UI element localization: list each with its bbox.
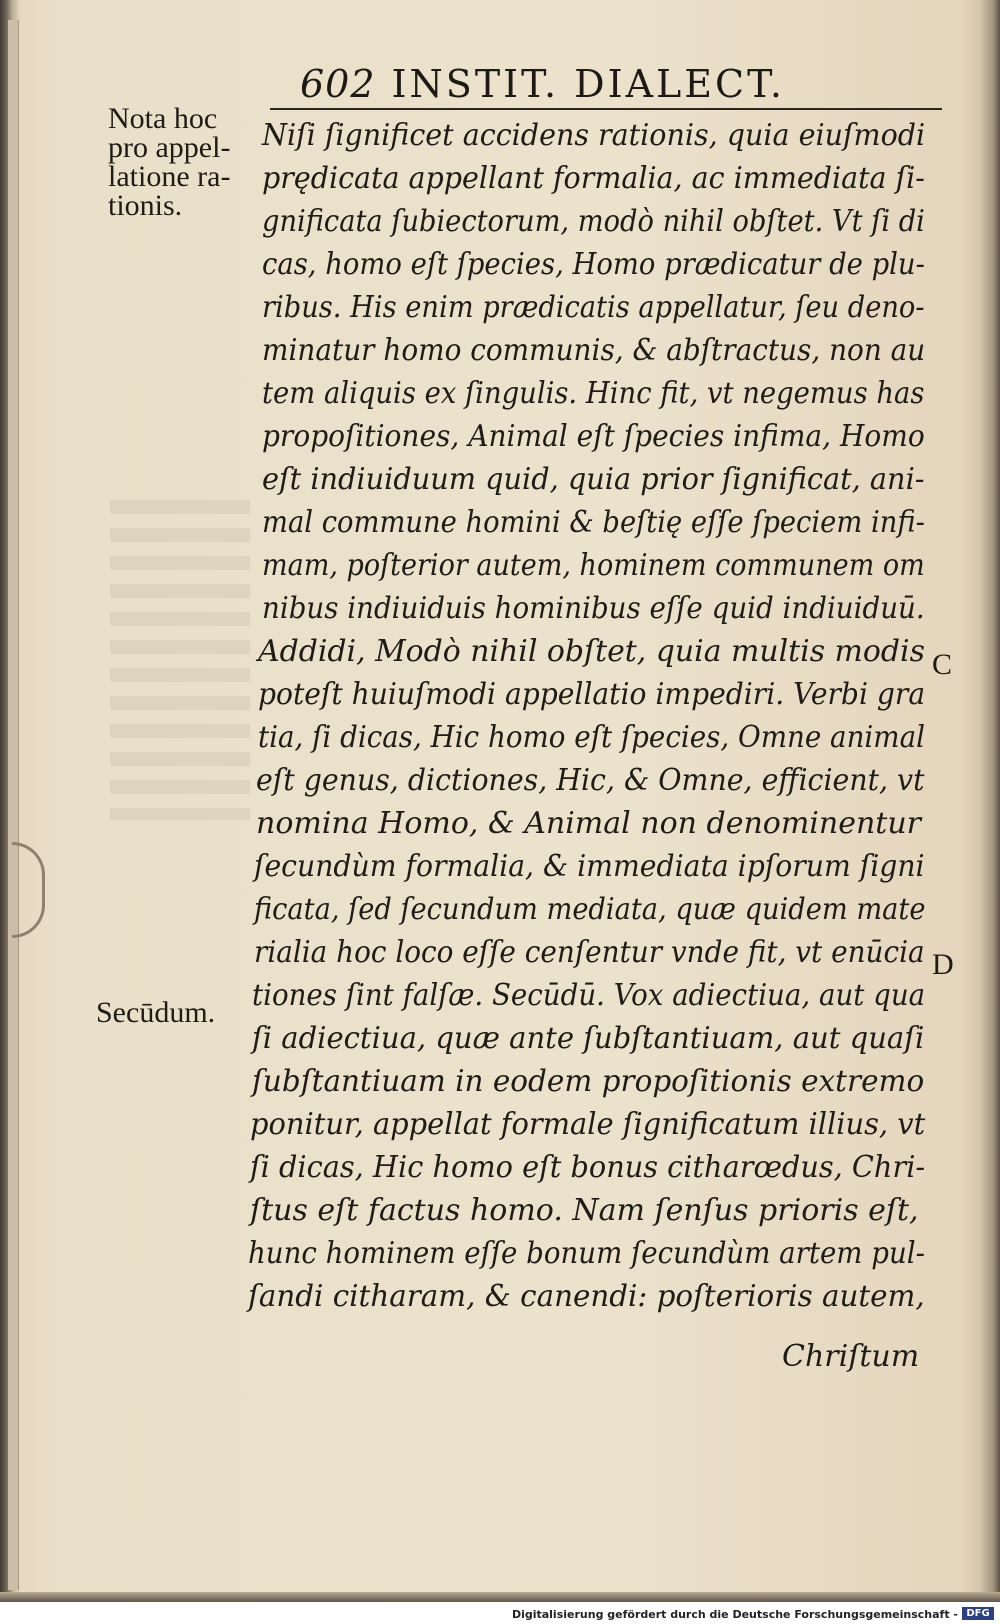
body-line: ſtus eſt factus homo. Nam ſenſus prioris eſt, xyxy=(250,1193,919,1228)
body-line: mam, poſterior autem, hominem communem om xyxy=(262,548,925,583)
body-line: tiones ſint falſæ. Secūdū. Vox adiectiua, aut qua xyxy=(252,978,926,1013)
running-header xyxy=(300,62,860,106)
page-number: 602 xyxy=(300,62,376,106)
funding-credit: Digitalisierung gefördert durch die Deutsche Forschungsgemeinschaft - xyxy=(511,1608,958,1621)
margin-note xyxy=(108,104,258,220)
body-line: minatur homo communis, & abſtractus, non au xyxy=(262,333,926,368)
body-line: prędicata appellant formalia, ac immediata ſi- xyxy=(262,161,925,196)
page-stack-left-edge xyxy=(8,20,19,1590)
page-bottom-edge xyxy=(0,1592,1000,1602)
body-line: cas, homo eſt ſpecies, Homo prædicatur de plu- xyxy=(262,247,925,282)
page-gutter-shadow xyxy=(978,0,1000,1600)
body-line: nibus indiuiduis hominibus eſſe quid indiuiduū. xyxy=(262,591,925,626)
body-line: eſt indiuiduum quid, quia prior ſignificat, ani- xyxy=(262,462,925,497)
body-line: ribus. His enim prædicatis appellatur, ſeu deno- xyxy=(262,290,925,325)
body-line: ſecundùm formalia, & immediata ipſorum ſigni xyxy=(254,849,925,884)
catchword: Chriſtum xyxy=(782,1339,920,1374)
body-line: ſi adiectiua, quæ ante ſubſtantiuam, aut quaſi xyxy=(252,1021,925,1056)
body-line: rialia hoc loco eſſe cenſentur vnde fit, vt enūcia xyxy=(254,935,925,970)
clip-mark xyxy=(12,842,45,938)
section-mark-c: C xyxy=(932,648,953,681)
body-line: tem aliquis ex ſingulis. Hinc fit, vt negemus has xyxy=(262,376,925,411)
running-head-title: INSTIT. DIALECT. xyxy=(391,62,785,106)
margin-note-line: Nota hoc xyxy=(108,102,218,135)
body-line: ponitur, appellat formale ſignificatum illius, vt xyxy=(250,1107,926,1142)
body-line: nomina Homo, & Animal non denominentur xyxy=(256,806,921,841)
section-mark-d: D xyxy=(932,948,954,981)
body-line: eſt genus, dictiones, Hic, & Omne, efficient, vt xyxy=(256,763,925,798)
body-line: Niſi ſignificet accidens rationis, quia eiuſmodi xyxy=(262,118,926,153)
body-line: poteſt huiuſmodi appellatio impediri. Verbi gra xyxy=(258,677,926,712)
body-line: ſi dicas, Hic homo eſt bonus citharœdus, Chri- xyxy=(250,1150,926,1185)
body-line: tia, ſi dicas, Hic homo eſt ſpecies, Omne animal xyxy=(258,720,925,755)
body-line: ficata, ſed ſecundum mediata, quæ quidem mate xyxy=(254,892,926,927)
body-line: gnificata ſubiectorum, modò nihil obſtet. Vt ſi di xyxy=(262,204,925,239)
body-line: ſandi citharam, & canendi: poſterioris autem, xyxy=(248,1279,925,1314)
bleed-through-text xyxy=(110,500,250,820)
header-rule xyxy=(270,108,942,110)
margin-note-line: pro appel- xyxy=(108,131,231,164)
digitization-footer xyxy=(0,1602,1000,1624)
body-line: ſubſtantiuam in eodem propoſitionis extremo xyxy=(252,1064,925,1099)
body-line: propoſitiones, Animal eſt ſpecies infima, Homo xyxy=(262,419,925,454)
margin-note-line: tionis. xyxy=(108,189,183,222)
margin-heading: Secūdum. xyxy=(96,996,216,1029)
body-line: mal commune homini & beſtię eſſe ſpeciem infi- xyxy=(262,505,925,540)
body-line: Addidi, Modò nihil obſtet, quia multis modis xyxy=(258,634,925,669)
body-line: hunc hominem eſſe bonum ſecundùm artem pul- xyxy=(248,1236,925,1271)
margin-note-line: latione ra- xyxy=(108,160,231,193)
dfg-logo: DFG xyxy=(962,1607,994,1620)
